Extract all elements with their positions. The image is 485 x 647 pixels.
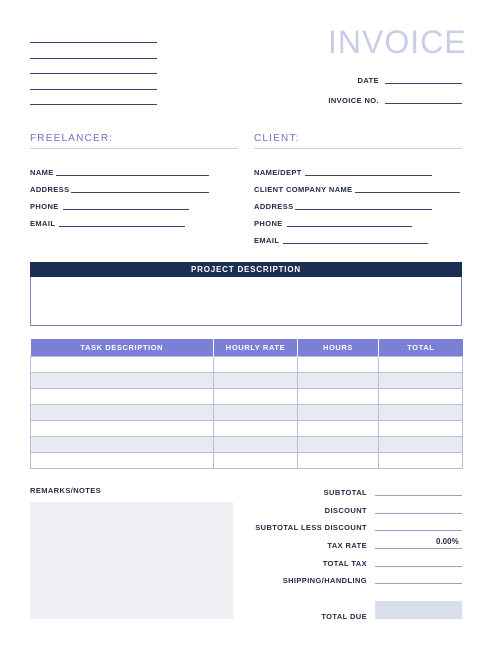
- client-company-field[interactable]: [355, 192, 460, 193]
- table-row: [31, 453, 463, 469]
- freelancer-name-label: NAME: [30, 168, 54, 177]
- freelancer-divider: [30, 148, 238, 149]
- col-hourly-rate: HOURLY RATE: [214, 339, 298, 357]
- table-row: [31, 373, 463, 389]
- rate-cell[interactable]: [214, 437, 298, 453]
- table-row: [31, 421, 463, 437]
- freelancer-name-field[interactable]: [56, 175, 209, 176]
- total-tax-field[interactable]: [375, 566, 462, 567]
- total-cell[interactable]: [379, 405, 463, 421]
- client-email-field[interactable]: [283, 243, 428, 244]
- client-email-label: EMAIL: [254, 236, 280, 245]
- subtotal-label: SUBTOTAL: [323, 488, 367, 497]
- total-cell[interactable]: [379, 357, 463, 373]
- tax-rate-label: TAX RATE: [327, 541, 367, 550]
- hours-cell[interactable]: [298, 405, 379, 421]
- rate-cell[interactable]: [214, 389, 298, 405]
- table-row: [31, 357, 463, 373]
- freelancer-phone-field[interactable]: [63, 209, 189, 210]
- task-cell[interactable]: [31, 373, 214, 389]
- hours-cell[interactable]: [298, 373, 379, 389]
- shipping-field[interactable]: [375, 583, 462, 584]
- client-divider: [254, 148, 462, 149]
- company-line-3[interactable]: [30, 73, 157, 74]
- hours-cell[interactable]: [298, 453, 379, 469]
- date-field[interactable]: [385, 83, 462, 84]
- hours-cell[interactable]: [298, 357, 379, 373]
- total-cell[interactable]: [379, 421, 463, 437]
- remarks-field[interactable]: [30, 502, 233, 619]
- hours-cell[interactable]: [298, 437, 379, 453]
- col-total: TOTAL: [379, 339, 463, 357]
- freelancer-address-label: ADDRESS: [30, 185, 70, 194]
- task-cell[interactable]: [31, 437, 214, 453]
- discount-label: DISCOUNT: [324, 506, 367, 515]
- col-task-description: TASK DESCRIPTION: [31, 339, 214, 357]
- subtotal-less-discount-field[interactable]: [375, 530, 462, 531]
- task-cell[interactable]: [31, 421, 214, 437]
- client-company-label: CLIENT COMPANY NAME: [254, 185, 353, 194]
- discount-field[interactable]: [375, 513, 462, 514]
- client-name-field[interactable]: [305, 175, 432, 176]
- total-cell[interactable]: [379, 437, 463, 453]
- client-name-label: NAME/DEPT: [254, 168, 302, 177]
- task-cell[interactable]: [31, 405, 214, 421]
- tax-rate-field: [375, 548, 462, 549]
- company-line-5[interactable]: [30, 104, 157, 105]
- freelancer-heading: FREELANCER:: [30, 133, 114, 144]
- client-phone-label: PHONE: [254, 219, 283, 228]
- task-cell[interactable]: [31, 453, 214, 469]
- task-cell[interactable]: [31, 389, 214, 405]
- company-line-1[interactable]: [30, 42, 157, 43]
- total-tax-label: TOTAL TAX: [322, 559, 367, 568]
- invoice-title: INVOICE: [328, 24, 467, 60]
- col-hours: HOURS: [298, 339, 379, 357]
- freelancer-phone-label: PHONE: [30, 202, 59, 211]
- freelancer-email-label: EMAIL: [30, 219, 56, 228]
- shipping-label: SHIPPING/HANDLING: [282, 576, 367, 585]
- table-row: [31, 437, 463, 453]
- project-description-field[interactable]: [30, 277, 462, 326]
- subtotal-field[interactable]: [375, 495, 462, 496]
- company-line-2[interactable]: [30, 58, 157, 59]
- freelancer-email-field[interactable]: [59, 226, 185, 227]
- client-phone-field[interactable]: [287, 226, 412, 227]
- client-address-label: ADDRESS: [254, 202, 294, 211]
- total-due-field[interactable]: [375, 601, 462, 619]
- invoice-no-label: INVOICE NO.: [328, 96, 379, 105]
- table-row: [31, 389, 463, 405]
- tax-rate-value[interactable]: 0.00%: [436, 537, 459, 546]
- hours-cell[interactable]: [298, 421, 379, 437]
- client-address-field[interactable]: [295, 209, 432, 210]
- table-row: [31, 405, 463, 421]
- total-cell[interactable]: [379, 373, 463, 389]
- rate-cell[interactable]: [214, 357, 298, 373]
- total-cell[interactable]: [379, 453, 463, 469]
- rate-cell[interactable]: [214, 421, 298, 437]
- total-due-label: TOTAL DUE: [321, 612, 367, 621]
- invoice-no-field[interactable]: [385, 103, 462, 104]
- rate-cell[interactable]: [214, 405, 298, 421]
- date-label: DATE: [357, 76, 379, 85]
- project-description-header: PROJECT DESCRIPTION: [30, 262, 462, 277]
- total-cell[interactable]: [379, 389, 463, 405]
- client-heading: CLIENT:: [254, 133, 300, 144]
- freelancer-address-field[interactable]: [71, 192, 209, 193]
- task-table: [30, 339, 463, 469]
- subtotal-less-discount-label: SUBTOTAL LESS DISCOUNT: [255, 523, 367, 532]
- company-line-4[interactable]: [30, 89, 157, 90]
- task-cell[interactable]: [31, 357, 214, 373]
- rate-cell[interactable]: [214, 373, 298, 389]
- rate-cell[interactable]: [214, 453, 298, 469]
- remarks-label: REMARKS/NOTES: [30, 486, 102, 495]
- hours-cell[interactable]: [298, 389, 379, 405]
